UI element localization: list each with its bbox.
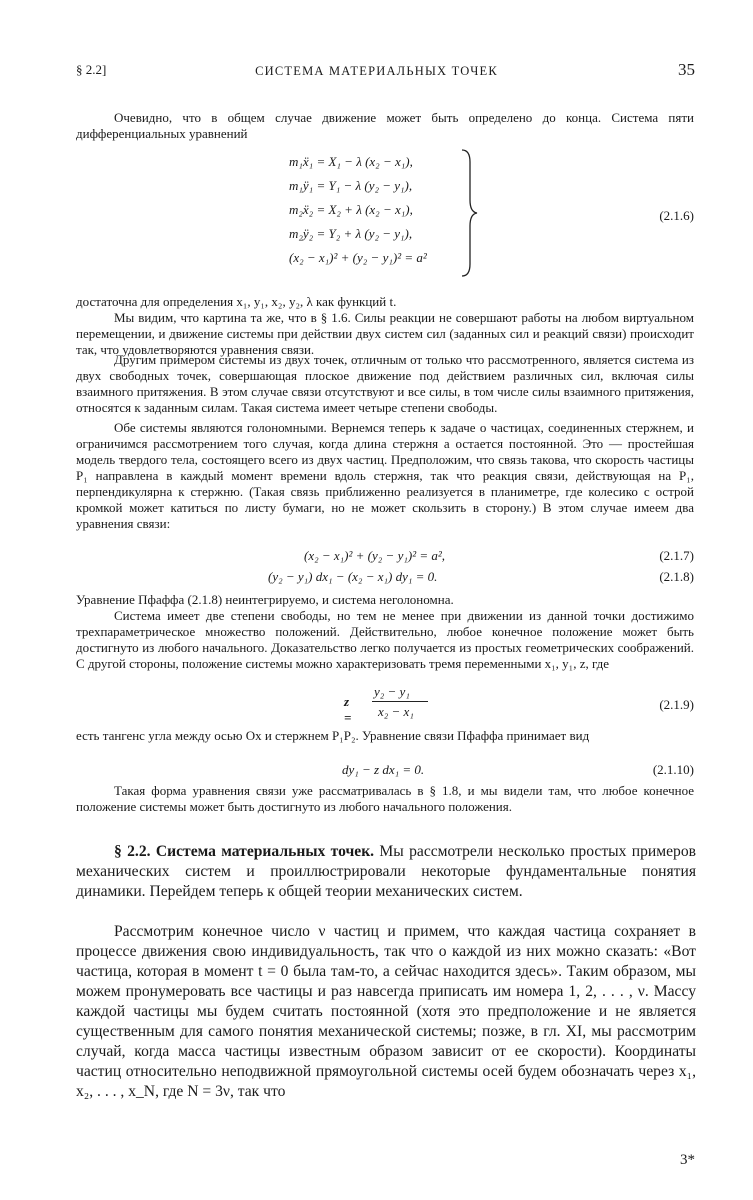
system-line-3: m₂ẍ₂ = X₂ + λ (x₂ − x₁), [289,202,413,217]
fraction-lhs: z = [344,694,352,725]
equation-system [289,150,427,270]
paragraph-sufficient: достаточна для определения x₁, y₁, x₂, y₂, λ как функций t. [76,294,397,309]
system-line-4: m₂ÿ₂ = Y₂ + λ (y₂ − y₁), [289,226,413,241]
system-line-5: (x₂ − x₁)² + (y₂ − y₁)² = a² [289,250,427,265]
paragraph-degrees: Система имеет две степени свободы, но тем не менее при движении из данной точки достижимо трехпараметрическое множество положений. Действительно, любое конечное положение может быть достигнуто из любого начального. Доказательство легко получается из простых геометрических соображений. С другой стороны, положение системы можно характеризовать тремя переменными x₁, y₁, z, где [76,608,694,671]
paragraph-tangent: есть тангенс угла между осью Ox и стержнем P₁P₂. Уравнение связи Пфаффа принимает вид [76,728,590,743]
section-title: § 2.2. Система материальных точек. [114,843,375,860]
page-number: 35 [678,60,695,79]
paragraph-intro: Очевидно, что в общем случае движение может быть определено до конца. Система пяти дифференциальных уравнений [76,110,694,141]
running-header-section: § 2.2] [76,62,107,77]
system-line-1: m₁ẍ₁ = X₁ − λ (x₂ − x₁), [289,154,413,169]
fraction-numerator: y₂ − y₁ [374,684,410,699]
paragraph-reactions: Мы видим, что картина та же, что в § 1.6. Силы реакции не совершают работы на любом виртуальном перемещении, и движение системы при действии двух систем сил (заданных сил и реакций связи) происходит так, что удовлетворяются уравнения связи. [76,310,694,357]
equation-number-2-1-8: (2.1.8) [659,569,694,584]
system-line-2: m₁ÿ₁ = Y₁ − λ (y₂ − y₁), [289,178,413,193]
equation-number-2-1-7: (2.1.7) [659,548,694,563]
fraction-bar [372,701,428,702]
right-brace [460,148,478,278]
signature-mark: 3* [680,1152,695,1168]
equation-number-2-1-9: (2.1.9) [659,697,694,712]
fraction-denominator: x₂ − x₁ [378,704,414,719]
equation-2-1-10: dy₁ − z dx₁ = 0. [342,762,425,777]
section-2-2-paragraph [76,842,696,902]
equation-2-1-7: (x₂ − x₁)² + (y₂ − y₁)² = a², [304,548,446,563]
section-intro-text: Мы рассмотрели несколько простых примеров механических систем и проиллюстрировали некоторые фундаментальные понятия динамики. Перейдем теперь к общей теории механических систем. [76,843,696,900]
equation-2-1-8: (y₂ − y₁) dx₁ − (x₂ − x₁) dy₁ = 0. [268,569,438,584]
paragraph-pfaff: Уравнение Пфаффа (2.1.8) неинтегрируемо, и система неголономна. [76,592,454,607]
equation-number-2-1-10: (2.1.10) [652,762,694,777]
paragraph-free-points: Другим примером системы из двух точек, отличным от только что рассмотренного, является система из двух свободных точек, совершающая плоское движение под действием различных сил, включая силы взаимного притяжения. В этом случае связи отсутствуют и все силы, в том числе силы взаимного притяжения, относятся к заданным силам. Такая система имеет четыре степени свободы. [76,352,694,415]
paragraph-holonomic: Обе системы являются голономными. Вернемся теперь к задаче о частицах, соединенных стержнем, и ограничимся рассмотрением того случая, когда длина стержня a остается постоянной. Это — простейшая модель твердого тела, состоящего всего из двух частиц. Предположим, что связь такова, что скорость частицы P₁ направлена в каждый момент времени вдоль стержня, так что реакция связи, действующая на P₁, перпендикулярна к стержню. (Такая связь приближенно реализуется в планиметре, где колесико с острой кромкой может катиться по листу бумаги, но не может скользить в сторону.) В этом случае имеем два уравнения связи: [76,420,694,531]
running-header-title: СИСТЕМА МАТЕРИАЛЬНЫХ ТОЧЕК [255,64,498,78]
equation-number-2-1-6: (2.1.6) [659,208,694,223]
paragraph-particles: Рассмотрим конечное число ν частиц и примем, что каждая частица сохраняет в процессе движения свою индивидуальность, так что о каждой из них можно сказать: «Вот частица, которая в момент t = 0 была там-то, а сейчас находится здесь». Таким образом, мы можем пронумеровать все частицы и раз навсегда приписать им номера 1, 2, . . . , ν. Массу каждой частицы мы будем считать постоянной (хотя это предположение и не является существенным для самого понятия механической системы; позже, в гл. XI, мы рассмотрим случай, когда масса частицы известным образом зависит от ее скорости). Координаты частиц относительно неподвижной прямоугольной системы осей будем обозначать через x₁, x₂, . . . , x_N, где N = 3ν, так что [76,923,696,1100]
paragraph-form: Такая форма уравнения связи уже рассматривалась в § 1.8, и мы видели там, что любое конечное положение системы может быть достигнуто из любого начального положения. [76,783,694,814]
